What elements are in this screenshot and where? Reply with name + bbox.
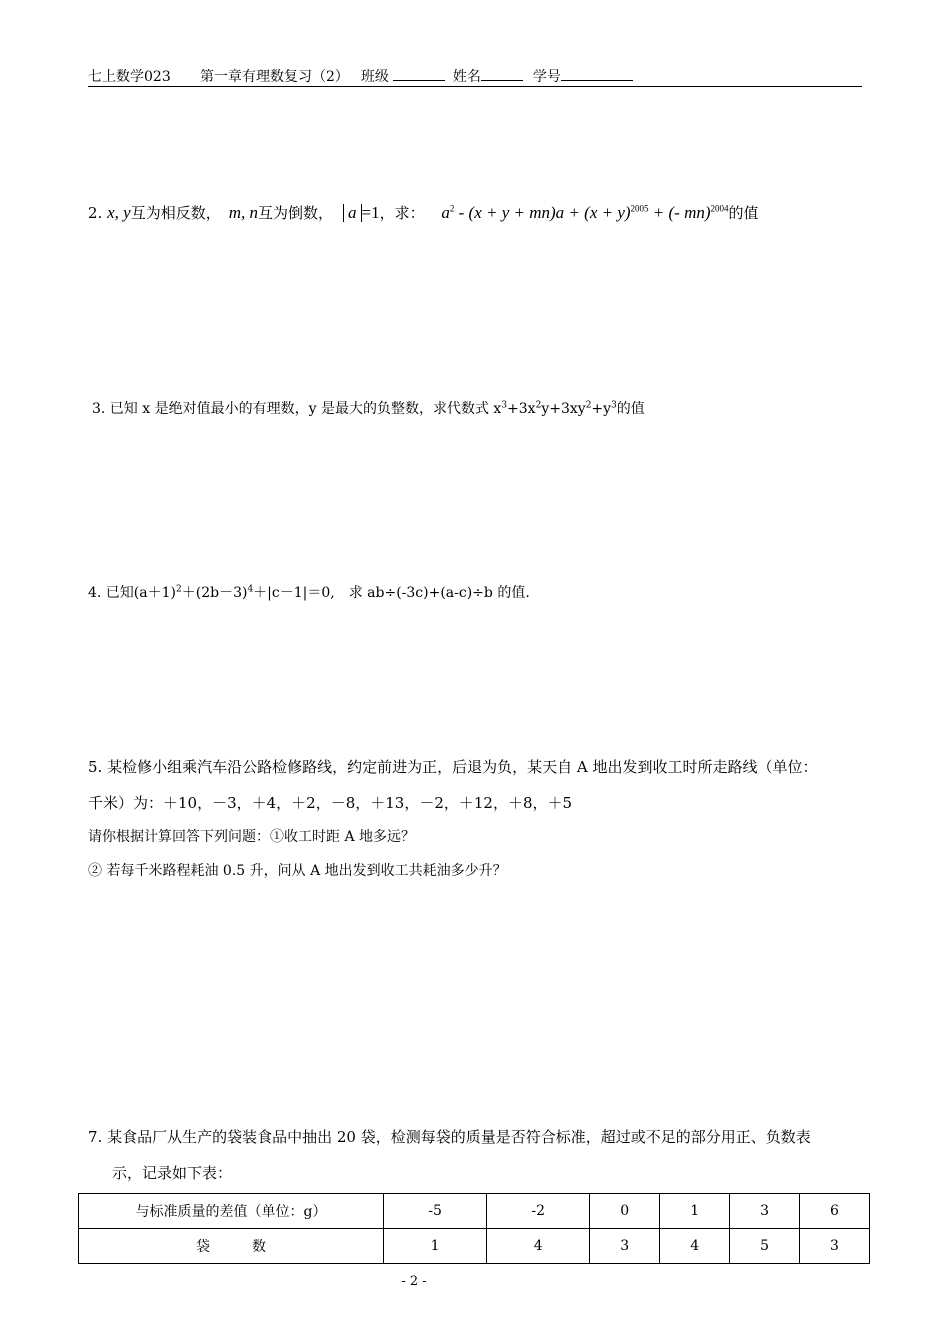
table-cell: -5 — [384, 1194, 487, 1229]
table-cell: 1 — [384, 1229, 487, 1264]
class-label: 班级 — [360, 69, 389, 85]
table-cell: 3 — [800, 1229, 870, 1264]
table-cell: 6 — [800, 1194, 870, 1229]
q2-text-3: ，求： — [379, 204, 425, 222]
q2-text-1: 互为相反数， — [130, 204, 221, 222]
data-table — [78, 1193, 870, 1264]
class-blank — [393, 66, 445, 81]
question-5-line-4: ② 若每千米路程耗油 0.5 升，问从 A 地出发到收工共耗油多少升？ — [88, 863, 507, 879]
row-header-bags: 袋 数 — [79, 1229, 384, 1264]
question-5-line-3: 请你根据计算回答下列问题：①收工时距 A 地多远？ — [88, 829, 416, 845]
table-cell: 4 — [660, 1229, 730, 1264]
table-row — [79, 1229, 870, 1264]
table-cell: 4 — [487, 1229, 590, 1264]
q2-vars-xy: x, y — [107, 203, 131, 222]
course-code: 七上数学023 — [88, 69, 171, 85]
q2-abs-a: a — [343, 204, 362, 222]
name-blank — [481, 66, 523, 81]
question-7-line-1: 7. 某食品厂从生产的袋装食品中抽出 20 袋，检测每袋的质量是否符合标准，超过或不足的部分用正、负数表 — [88, 1128, 811, 1146]
table-cell: 5 — [730, 1229, 800, 1264]
question-3: 3. 已知 x 是绝对值最小的有理数，y 是最大的负整数，求代数式 $x^3+3x^2y+3xy^2+y^3$的值 — [92, 400, 645, 417]
table-cell: -2 — [487, 1194, 590, 1229]
page-number: - 2 - — [401, 1274, 427, 1289]
q2-eq: =1 — [361, 203, 380, 222]
question-4: 4. 已知$(a+1)^2+(2b-3)^4+|c-1|=0$, 求 ab÷(-3c)+(a-c)÷b 的值. — [88, 584, 530, 601]
table-cell: 0 — [590, 1194, 660, 1229]
table-cell: 1 — [660, 1194, 730, 1229]
q2-expression: $a^2 - (x + y + mn)a + (x + y)^{2005}$ + (- mn)$^{2004}$ — [441, 203, 729, 222]
page-header — [88, 66, 862, 87]
q2-vars-mn: m, n — [228, 203, 258, 222]
question-5-line-2: 千米）为：＋10，－3，＋4，＋2，－8，＋13，－2，＋12，＋8，＋5 — [88, 794, 573, 812]
table-row — [79, 1194, 870, 1229]
q2-text-4: 的值 — [728, 204, 759, 222]
question-5-line-1: 5. 某检修小组乘汽车沿公路检修路线，约定前进为正，后退为负，某天自 A 地出发到收工时所走路线（单位： — [88, 758, 818, 776]
table-cell: 3 — [590, 1229, 660, 1264]
id-blank — [561, 66, 633, 81]
question-7-line-2: 示，记录如下表： — [112, 1164, 233, 1182]
row-header-difference: 与标准质量的差值（单位：g） — [79, 1194, 384, 1229]
table-cell: 3 — [730, 1194, 800, 1229]
q2-number: 2. — [88, 204, 103, 222]
name-label: 姓名 — [452, 69, 481, 85]
question-2 — [88, 202, 759, 223]
id-label: 学号 — [532, 69, 561, 85]
chapter-title: 第一章有理数复习（2） — [200, 69, 349, 85]
q2-text-2: 互为倒数， — [257, 204, 333, 222]
